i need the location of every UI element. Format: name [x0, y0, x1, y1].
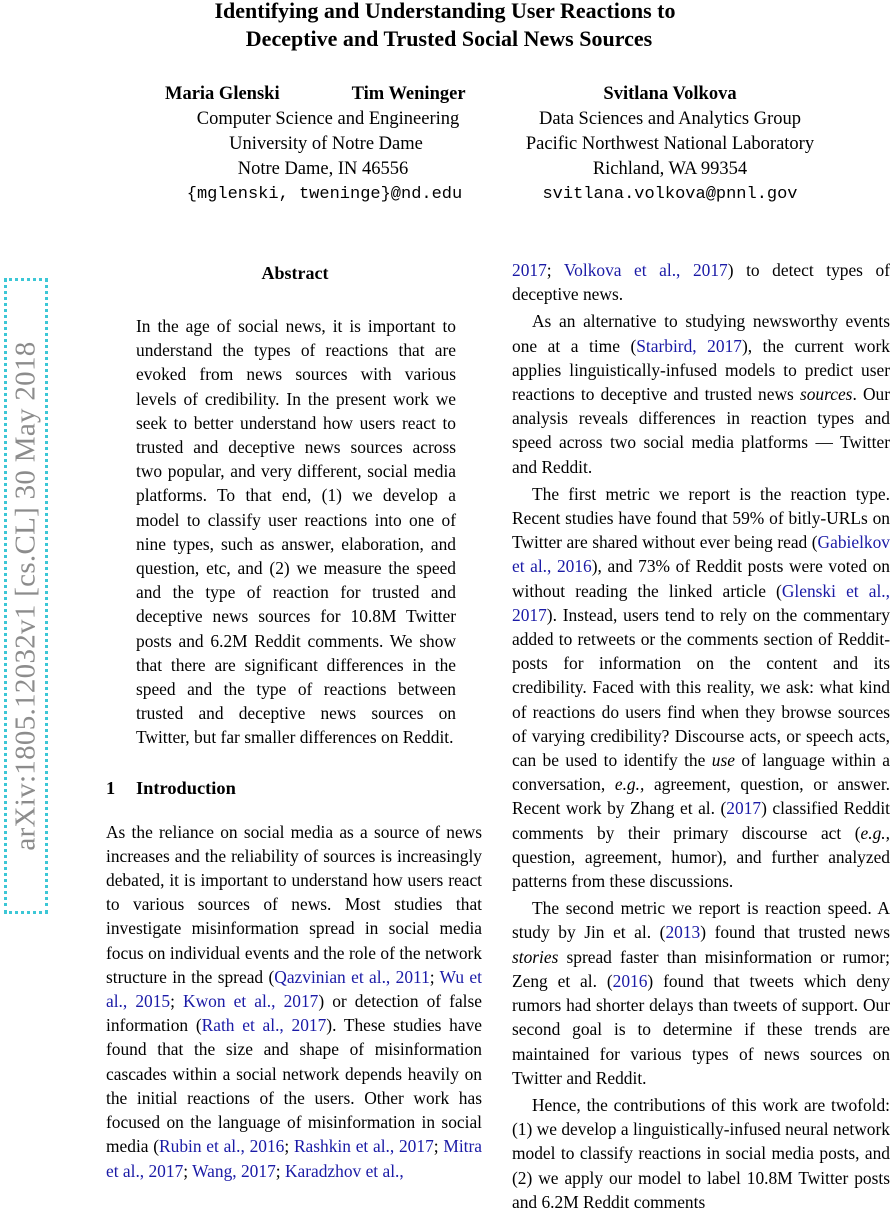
author-affiliation-left: [160, 82, 500, 207]
citation-link[interactable]: 2017: [512, 260, 547, 280]
text-run: ) to detect types of deceptive news.: [512, 260, 890, 305]
section-number: 1: [106, 777, 116, 798]
right-column: [512, 258, 890, 1214]
intro-paragraph-1: [106, 820, 482, 1183]
citation-link[interactable]: Karadzhov et al.,: [284, 1160, 404, 1181]
intro-paragraph-2: [512, 309, 890, 478]
intro-paragraph-4: [512, 896, 890, 1090]
author-inst-left: University of Notre Dame: [229, 134, 423, 154]
text-run: ;: [429, 966, 440, 987]
text-run: ), and 73% of Reddit posts were voted on without reading the linked article (: [512, 556, 890, 601]
author-name-volkova: Svitlana Volkova: [603, 84, 737, 104]
text-run: The second metric we report is reaction speed. A study by Jin et al. (: [512, 898, 890, 943]
author-inst-right: Pacific Northwest National Laboratory: [525, 134, 815, 154]
citation-link[interactable]: Gabielkov et al., 2016: [512, 532, 890, 577]
text-run: ) found that trusted news: [700, 922, 890, 943]
author-loc-left: Notre Dame, IN 46556: [237, 159, 409, 179]
text-run: ). Instead, users tend to rely on the commentary added to retweets or the comments section of Reddit-posts for information on the content and its credibility. Faced with this reality, we ask: what kind of reactions do users find when they browse sources of varying credibility? Discourse acts, or speech acts, can be used to identify the: [512, 604, 890, 771]
emphasis: use: [711, 750, 735, 771]
author-dept-left: Computer Science and Engineering: [196, 109, 460, 129]
text-run: ;: [284, 1136, 294, 1157]
citation-link[interactable]: 2013: [665, 922, 701, 943]
section-heading-introduction: [106, 776, 482, 800]
text-run: As an alternative to studying newsworthy events one at a time (: [512, 311, 890, 356]
text-run: The first metric we report is the reaction type. Recent studies have found that 59% of bitly-URLs on Twitter are shared without ever being read (: [512, 483, 890, 553]
intro-paragraph-3: [512, 482, 890, 893]
citation-link[interactable]: Volkova et al., 2017: [563, 260, 728, 280]
abstract-text: In the age of social news, it is important to understand the types of reactions that are evoked from news sources with various levels of credibility. In the present work we seek to better understand how users react to trusted and deceptive news sources across two popular, and very different, social media platforms. To that end, (1) we develop a model to classify user reactions into one of nine types, such as answer, elaboration, and question, etc, and (2) we measure the speed and the type of reaction for trusted and deceptive news sources for 10.8M Twitter posts and 6.2M Reddit comments. We show that there are significant differences in the speed and the type of reactions between trusted and deceptive news sources on Twitter, but far smaller differences on Reddit.: [136, 316, 456, 748]
title-line-1: Identifying and Understanding User Reactions to: [214, 0, 676, 23]
author-name-glenski: Maria Glenski: [165, 84, 280, 104]
citation-link[interactable]: Wang, 2017: [192, 1160, 276, 1181]
citation-link[interactable]: Qazvinian et al., 2011: [274, 966, 430, 987]
text-run: ;: [433, 1136, 444, 1157]
text-run: ;: [546, 260, 564, 280]
author-email-left: {mglenski, tweninge}@nd.edu: [186, 185, 463, 204]
text-run: ) found that tweets which deny rumors had shorter delays than tweets of support. Our second goal is to determine if these trends are maintained for various types of news sources on Twitter and Reddit.: [512, 970, 890, 1088]
text-run: ). These studies have found that the size and shape of misinformation cascades within a social network depends heavily on the initial reactions of the users. Other work has focused on the language of misinformation in social media (: [106, 1015, 483, 1157]
text-run: . Our analysis reveals differences in reaction types and speed across two social media platforms — Twitter and Reddit.: [512, 384, 890, 477]
citation-link[interactable]: Glenski et al., 2017: [512, 580, 890, 625]
emphasis: e.g.,: [614, 774, 645, 795]
text-run: As the reliance on social media as a source of news increases and the reliability of sources is increasingly debated, it is important to understand how users react to various sources of news. Most studies that investigate misinformation spread in social media focus on individual events and the role of the network structure in the spread (: [106, 821, 482, 987]
text-run: ), the current work applies linguistically-infused models to predict user reactions to deceptive and trusted news: [512, 335, 890, 405]
citation-link[interactable]: Rath et al., 2017: [201, 1015, 327, 1036]
author-email-right: svitlana.volkova@pnnl.gov: [542, 185, 798, 204]
text-run: of language within a conversation,: [512, 750, 890, 795]
arxiv-stamp-text: arXiv:1805.12032v1 [cs.CL] 30 May 2018: [9, 341, 42, 851]
emphasis: stories: [512, 946, 559, 967]
author-name-weninger: Tim Weninger: [351, 84, 466, 104]
text-run: Hence, the contributions of this work are twofold: (1) we develop a linguistically-infused neural network model to classify reactions in social media posts, and (2) we apply our model to label 10.8M Twitter posts and 6.2M Reddit comments: [512, 1094, 890, 1212]
text-run: ) or detection of false information (: [106, 991, 482, 1036]
citation-link[interactable]: Mitra et al., 2017: [106, 1136, 482, 1181]
continued-paragraph: [512, 258, 890, 306]
title-line-2: Deceptive and Trusted Social News Sources: [245, 26, 653, 51]
citation-link[interactable]: Wu et al., 2015: [106, 966, 482, 1012]
citation-link[interactable]: Kwon et al., 2017: [183, 991, 319, 1012]
text-run: spread faster than misinformation or rumor; Zeng et al. (: [512, 946, 890, 991]
text-run: ;: [183, 1160, 193, 1181]
text-run: ) classified Reddit comments by their primary discourse act (: [512, 798, 890, 843]
author-loc-right: Richland, WA 99354: [592, 159, 748, 179]
text-run: ;: [275, 1160, 285, 1181]
section-title: Introduction: [136, 777, 236, 798]
citation-link[interactable]: Starbird, 2017: [636, 335, 742, 356]
citation-link[interactable]: 2017: [726, 798, 762, 819]
text-run: ;: [170, 991, 184, 1012]
citation-link[interactable]: 2016: [612, 970, 648, 991]
citation-link[interactable]: Rashkin et al., 2017: [293, 1136, 434, 1157]
arxiv-stamp: [4, 278, 48, 914]
emphasis: sources: [799, 384, 853, 405]
text-run: agreement, question, or answer. Recent work by Zhang et al. (: [512, 774, 890, 819]
intro-paragraph-5: [512, 1093, 890, 1214]
author-affiliation-right: [505, 82, 835, 207]
abstract-heading: Abstract: [261, 263, 329, 283]
paper-title: [0, 0, 890, 53]
author-names-left: [160, 82, 500, 107]
author-dept-right: Data Sciences and Analytics Group: [538, 109, 801, 129]
abstract-body: [136, 314, 456, 750]
text-run: question, agreement, humor), and further analyzed patterns from these discussions.: [512, 846, 890, 892]
left-column: [106, 258, 482, 1183]
emphasis: e.g.,: [860, 822, 890, 843]
citation-link[interactable]: Rubin et al., 2016: [159, 1136, 285, 1157]
